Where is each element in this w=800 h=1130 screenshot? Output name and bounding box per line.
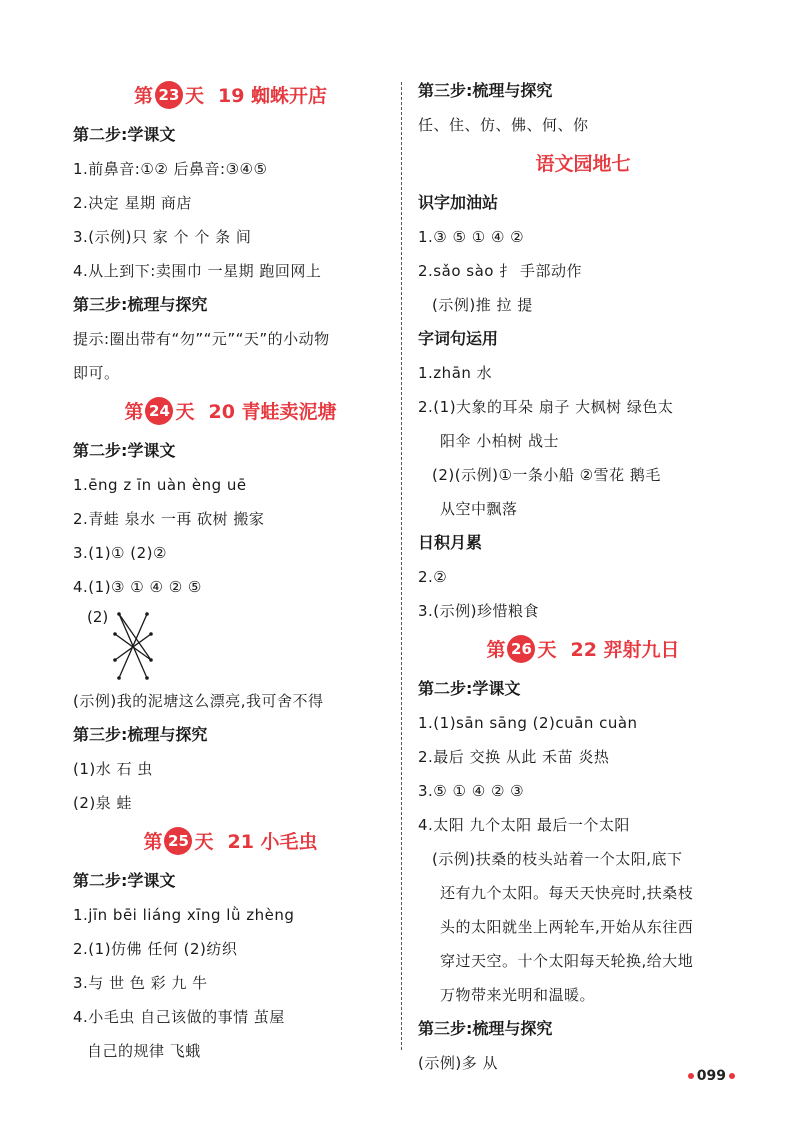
- answer-line: (示例)推 拉 提: [432, 296, 533, 314]
- subsection-heading: 识字加油站: [418, 193, 499, 212]
- answer-line: 1.前鼻音:①② 后鼻音:③④⑤: [73, 160, 268, 178]
- answer-line: 3.(示例)珍惜粮食: [418, 602, 540, 620]
- section-title-day24: 第 24 天 20 青蛙卖泥塘: [73, 390, 388, 434]
- dot-icon: [729, 1073, 735, 1079]
- step-heading: 第二步:学课文: [418, 679, 521, 698]
- day-number-badge: 24: [145, 397, 173, 425]
- subsection-heading: 字词句运用: [418, 329, 499, 348]
- answer-line: 自己的规律 飞蛾: [87, 1042, 201, 1060]
- answer-line: (1)水 石 虫: [73, 760, 153, 778]
- answer-line: (示例)我的泥塘这么漂亮,我可舍不得: [73, 692, 324, 710]
- answer-line: 头的太阳就坐上两轮车,开始从东往西: [440, 918, 694, 936]
- answer-line: (示例)多 从: [418, 1054, 498, 1072]
- subsection-heading: 日积月累: [418, 533, 483, 552]
- step-heading: 第三步:梳理与探究: [418, 1019, 553, 1038]
- answer-line: 提示:圈出带有“勿”“元”“天”的小动物: [73, 330, 330, 348]
- answer-line: (2)(示例)①一条小船 ②雪花 鹅毛: [432, 466, 661, 484]
- answer-line: 2.决定 星期 商店: [73, 194, 192, 212]
- answer-line: 1.ēng z īn uàn èng uē: [73, 476, 247, 494]
- crossed-lines-drawing: [113, 612, 153, 682]
- answer-line: 2.sǎo sào 扌 手部动作: [418, 262, 582, 280]
- column-divider: [401, 82, 402, 1050]
- answer-line: 4.从上到下:卖围巾 一星期 跑回网上: [73, 262, 322, 280]
- right-column: [418, 74, 748, 1080]
- answer-line: 即可。: [73, 364, 120, 382]
- answer-line: 1.(1)sān sāng (2)cuān cuàn: [418, 714, 638, 732]
- step-heading: 第二步:学课文: [73, 125, 176, 144]
- answer-line: 阳伞 小柏树 战士: [440, 432, 560, 450]
- answer-line: 3.与 世 色 彩 九 牛: [73, 974, 208, 992]
- answer-line: 2.青蛙 泉水 一再 砍树 搬家: [73, 510, 265, 528]
- matching-lines-figure: (2): [73, 604, 388, 684]
- answer-line: 3.⑤ ① ④ ② ③: [418, 782, 525, 800]
- answer-line: 1.③ ⑤ ① ④ ②: [418, 228, 525, 246]
- step-heading: 第二步:学课文: [73, 871, 176, 890]
- answer-line: 任、住、仿、佛、何、你: [418, 116, 589, 134]
- answer-line: 2.(1)仿佛 任何 (2)纺织: [73, 940, 238, 958]
- answer-line: 3.(示例)只 家 个 个 条 间: [73, 228, 252, 246]
- answer-line: 4.太阳 九个太阳 最后一个太阳: [418, 816, 630, 834]
- answer-line: 4.(1)③ ① ④ ② ⑤: [73, 578, 202, 596]
- section-title-yuwen-yuandi: 语文园地七: [535, 153, 631, 175]
- answer-line: 1.zhān 水: [418, 364, 493, 382]
- section-title-day23: 第 23 天 19 蜘蛛开店: [73, 74, 388, 118]
- answer-line: 1.jīn bēi liáng xīng lǜ zhèng: [73, 906, 295, 924]
- section-title-day25: 第 25 天 21 小毛虫: [73, 820, 388, 864]
- step-heading: 第三步:梳理与探究: [73, 295, 208, 314]
- section-title-day26: 第 26 天 22 羿射九日: [418, 628, 748, 672]
- answer-line: 2.(1)大象的耳朵 扇子 大枫树 绿色太: [418, 398, 674, 416]
- answer-line: 万物带来光明和温暖。: [440, 986, 596, 1004]
- answer-line: 3.(1)① (2)②: [73, 544, 167, 562]
- answer-line: 还有九个太阳。每天天快亮时,扶桑枝: [440, 884, 694, 902]
- answer-line: 穿过天空。十个太阳每天轮换,给大地: [440, 952, 694, 970]
- day-number-badge: 26: [507, 635, 535, 663]
- answer-line: 从空中飘落: [440, 500, 518, 518]
- answer-line: (示例)扶桑的枝头站着一个太阳,底下: [432, 850, 683, 868]
- dot-icon: [688, 1073, 694, 1079]
- answer-line: 2.最后 交换 从此 禾苗 炎热: [418, 748, 610, 766]
- step-heading: 第三步:梳理与探究: [73, 725, 208, 744]
- step-heading: 第二步:学课文: [73, 441, 176, 460]
- step-heading: 第三步:梳理与探究: [418, 81, 553, 100]
- left-column: [73, 74, 388, 1068]
- day-number-badge: 23: [155, 81, 183, 109]
- answer-line: 2.②: [418, 568, 448, 586]
- page-number: 099: [685, 1068, 738, 1084]
- answer-line: (2)泉 蛙: [73, 794, 133, 812]
- answer-line: 4.小毛虫 自己该做的事情 茧屋: [73, 1008, 285, 1026]
- day-number-badge: 25: [164, 827, 192, 855]
